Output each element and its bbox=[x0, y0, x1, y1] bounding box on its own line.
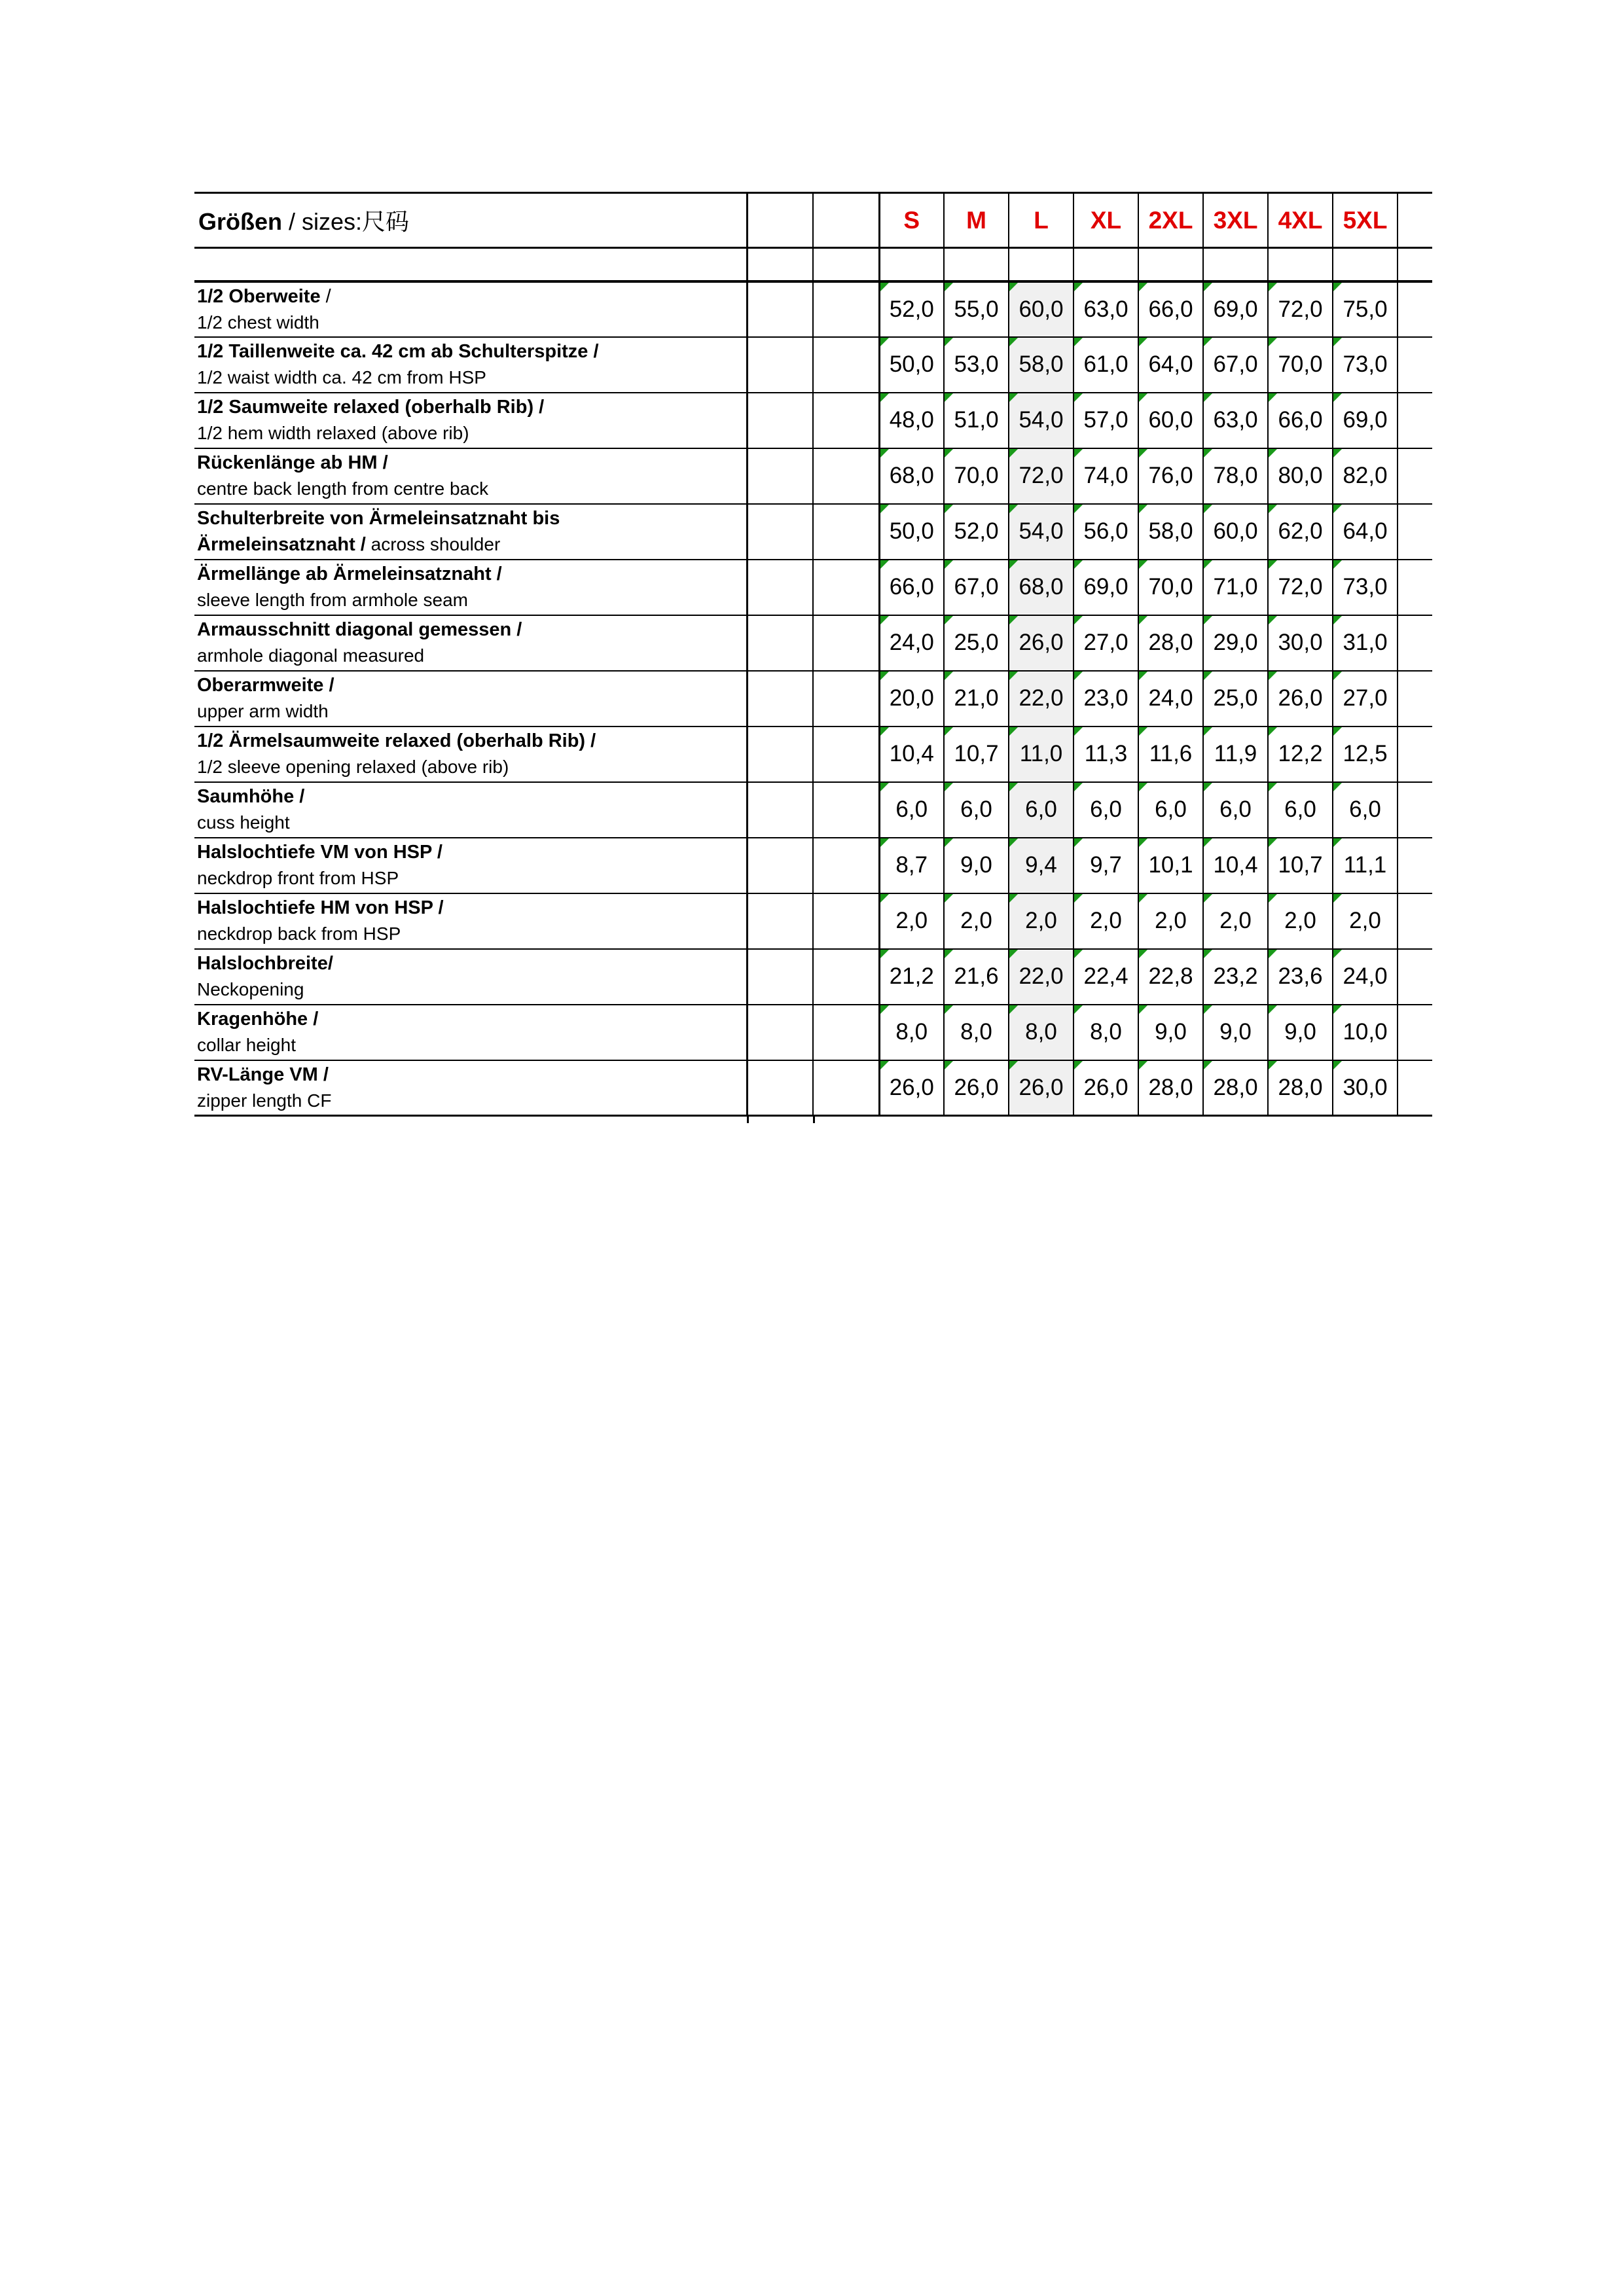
cell-s[interactable]: 21,2 bbox=[879, 949, 944, 1005]
table-row bbox=[194, 671, 1432, 726]
cell-4xl[interactable]: 70,0 bbox=[1268, 337, 1333, 393]
cell-3xl[interactable]: 28,0 bbox=[1203, 1060, 1268, 1116]
cell-5xl[interactable]: 73,0 bbox=[1333, 337, 1398, 393]
label-english: 1/2 hem width relaxed (above rib) bbox=[197, 423, 469, 443]
cell-4xl[interactable]: 80,0 bbox=[1268, 448, 1333, 504]
cell-5xl[interactable]: 82,0 bbox=[1333, 448, 1398, 504]
cell-m[interactable]: 6,0 bbox=[944, 782, 1009, 838]
cell-3xl[interactable]: 2,0 bbox=[1203, 893, 1268, 949]
measurement-label bbox=[194, 393, 747, 448]
cell-m[interactable]: 2,0 bbox=[944, 893, 1009, 949]
cell-xl[interactable]: 8,0 bbox=[1074, 1005, 1138, 1060]
measurement-label bbox=[194, 893, 747, 949]
cell-l[interactable]: 54,0 bbox=[1009, 393, 1074, 448]
cell-3xl[interactable]: 6,0 bbox=[1203, 782, 1268, 838]
label-german: Halslochtiefe HM von HSP / bbox=[197, 897, 444, 918]
cell-l[interactable]: 60,0 bbox=[1009, 281, 1074, 337]
size-header-4xl: 4XL bbox=[1268, 193, 1333, 248]
cell-xl[interactable]: 23,0 bbox=[1074, 671, 1138, 726]
table-row bbox=[194, 1060, 1432, 1116]
title-bold: Größen bbox=[198, 208, 283, 235]
cell-2xl[interactable]: 28,0 bbox=[1138, 615, 1203, 671]
measurement-label bbox=[194, 1005, 747, 1060]
cell-s[interactable]: 8,0 bbox=[879, 1005, 944, 1060]
cell-2xl[interactable]: 10,1 bbox=[1138, 838, 1203, 893]
size-header-m: M bbox=[944, 193, 1009, 248]
cell-2xl[interactable]: 22,8 bbox=[1138, 949, 1203, 1005]
label-german: Rückenlänge ab HM / bbox=[197, 452, 388, 473]
cell-m[interactable]: 52,0 bbox=[944, 504, 1009, 560]
cell-s[interactable]: 52,0 bbox=[879, 281, 944, 337]
label-german: Halslochbreite/ bbox=[197, 953, 333, 974]
cell-3xl[interactable]: 67,0 bbox=[1203, 337, 1268, 393]
label-english: Ärmeleinsatznaht / across shoulder bbox=[197, 534, 501, 555]
cell-m[interactable]: 26,0 bbox=[944, 1060, 1009, 1116]
label-german: Halslochtiefe VM von HSP / bbox=[197, 842, 442, 863]
size-chart-table bbox=[194, 192, 1432, 1117]
cell-s[interactable]: 10,4 bbox=[879, 726, 944, 782]
label-english: Neckopening bbox=[197, 979, 304, 999]
label-english: sleeve length from armhole seam bbox=[197, 590, 468, 610]
measurement-label bbox=[194, 671, 747, 726]
cell-m[interactable]: 51,0 bbox=[944, 393, 1009, 448]
cell-5xl[interactable]: 69,0 bbox=[1333, 393, 1398, 448]
label-english: neckdrop back from HSP bbox=[197, 924, 401, 944]
cell-s[interactable]: 68,0 bbox=[879, 448, 944, 504]
measurement-label bbox=[194, 726, 747, 782]
measurement-label bbox=[194, 949, 747, 1005]
cell-l[interactable]: 22,0 bbox=[1009, 671, 1074, 726]
measurement-label bbox=[194, 782, 747, 838]
label-german: Schulterbreite von Ärmeleinsatznaht bis bbox=[197, 508, 560, 529]
cell-3xl[interactable]: 11,9 bbox=[1203, 726, 1268, 782]
measurement-label bbox=[194, 1060, 747, 1116]
cell-2xl[interactable]: 58,0 bbox=[1138, 504, 1203, 560]
cell-xl[interactable]: 74,0 bbox=[1074, 448, 1138, 504]
cell-xl[interactable]: 57,0 bbox=[1074, 393, 1138, 448]
size-header-2xl: 2XL bbox=[1138, 193, 1203, 248]
cell-3xl[interactable]: 78,0 bbox=[1203, 448, 1268, 504]
measurement-label bbox=[194, 281, 747, 337]
measurement-label bbox=[194, 560, 747, 615]
label-english: centre back length from centre back bbox=[197, 478, 489, 499]
cell-xl[interactable]: 6,0 bbox=[1074, 782, 1138, 838]
cell-3xl[interactable]: 69,0 bbox=[1203, 281, 1268, 337]
cell-5xl[interactable]: 11,1 bbox=[1333, 838, 1398, 893]
cell-l[interactable]: 26,0 bbox=[1009, 1060, 1074, 1116]
table-row bbox=[194, 337, 1432, 393]
label-english: cuss height bbox=[197, 812, 290, 833]
cell-s[interactable]: 24,0 bbox=[879, 615, 944, 671]
label-english: 1/2 sleeve opening relaxed (above rib) bbox=[197, 757, 509, 777]
size-header-l: L bbox=[1009, 193, 1074, 248]
cell-xl[interactable]: 2,0 bbox=[1074, 893, 1138, 949]
table-row bbox=[194, 615, 1432, 671]
cell-4xl[interactable]: 2,0 bbox=[1268, 893, 1333, 949]
cell-s[interactable]: 50,0 bbox=[879, 337, 944, 393]
measurement-label bbox=[194, 615, 747, 671]
cell-2xl[interactable]: 9,0 bbox=[1138, 1005, 1203, 1060]
cell-3xl[interactable]: 29,0 bbox=[1203, 615, 1268, 671]
cell-2xl[interactable]: 28,0 bbox=[1138, 1060, 1203, 1116]
label-german: Saumhöhe / bbox=[197, 786, 305, 807]
cell-4xl[interactable]: 62,0 bbox=[1268, 504, 1333, 560]
column-line-stub bbox=[747, 1117, 749, 1123]
header-row bbox=[194, 193, 1432, 248]
cell-4xl[interactable]: 72,0 bbox=[1268, 281, 1333, 337]
cell-m[interactable]: 70,0 bbox=[944, 448, 1009, 504]
label-english: zipper length CF bbox=[197, 1090, 332, 1111]
size-header-3xl: 3XL bbox=[1203, 193, 1268, 248]
table-row bbox=[194, 726, 1432, 782]
cell-2xl[interactable]: 66,0 bbox=[1138, 281, 1203, 337]
table-row bbox=[194, 782, 1432, 838]
cell-4xl[interactable]: 28,0 bbox=[1268, 1060, 1333, 1116]
cell-5xl[interactable]: 24,0 bbox=[1333, 949, 1398, 1005]
measurement-label bbox=[194, 448, 747, 504]
cell-2xl[interactable]: 60,0 bbox=[1138, 393, 1203, 448]
cell-5xl[interactable]: 64,0 bbox=[1333, 504, 1398, 560]
label-english: 1/2 chest width bbox=[197, 312, 319, 332]
label-german: 1/2 Saumweite relaxed (oberhalb Rib) / bbox=[197, 397, 545, 418]
cell-2xl[interactable]: 11,6 bbox=[1138, 726, 1203, 782]
cell-m[interactable]: 55,0 bbox=[944, 281, 1009, 337]
cell-5xl[interactable]: 75,0 bbox=[1333, 281, 1398, 337]
cell-l[interactable]: 72,0 bbox=[1009, 448, 1074, 504]
cell-3xl[interactable]: 71,0 bbox=[1203, 560, 1268, 615]
cell-l[interactable]: 22,0 bbox=[1009, 949, 1074, 1005]
cell-2xl[interactable]: 64,0 bbox=[1138, 337, 1203, 393]
cell-m[interactable]: 53,0 bbox=[944, 337, 1009, 393]
cell-3xl[interactable]: 60,0 bbox=[1203, 504, 1268, 560]
cell-s[interactable]: 2,0 bbox=[879, 893, 944, 949]
table-row bbox=[194, 504, 1432, 560]
label-english: armhole diagonal measured bbox=[197, 645, 425, 666]
cell-3xl[interactable]: 63,0 bbox=[1203, 393, 1268, 448]
cell-5xl[interactable]: 30,0 bbox=[1333, 1060, 1398, 1116]
cell-m[interactable]: 8,0 bbox=[944, 1005, 1009, 1060]
cell-2xl[interactable]: 70,0 bbox=[1138, 560, 1203, 615]
cell-5xl[interactable]: 6,0 bbox=[1333, 782, 1398, 838]
cell-4xl[interactable]: 26,0 bbox=[1268, 671, 1333, 726]
table-row bbox=[194, 1005, 1432, 1060]
cell-xl[interactable]: 27,0 bbox=[1074, 615, 1138, 671]
cell-xl[interactable]: 69,0 bbox=[1074, 560, 1138, 615]
label-german: 1/2 Oberweite / bbox=[197, 285, 331, 307]
table-row bbox=[194, 448, 1432, 504]
label-english: neckdrop front from HSP bbox=[197, 868, 399, 888]
cell-5xl[interactable]: 73,0 bbox=[1333, 560, 1398, 615]
label-german: 1/2 Ärmelsaumweite relaxed (oberhalb Rib) / bbox=[197, 730, 596, 751]
cell-l[interactable]: 6,0 bbox=[1009, 782, 1074, 838]
cell-l[interactable]: 2,0 bbox=[1009, 893, 1074, 949]
size-header-5xl: 5XL bbox=[1333, 193, 1398, 248]
cell-l[interactable]: 8,0 bbox=[1009, 1005, 1074, 1060]
label-german: 1/2 Taillenweite ca. 42 cm ab Schulterspitze / bbox=[197, 341, 599, 362]
cell-xl[interactable]: 26,0 bbox=[1074, 1060, 1138, 1116]
cell-4xl[interactable]: 23,6 bbox=[1268, 949, 1333, 1005]
cell-2xl[interactable]: 24,0 bbox=[1138, 671, 1203, 726]
cell-m[interactable]: 9,0 bbox=[944, 838, 1009, 893]
cell-4xl[interactable]: 72,0 bbox=[1268, 560, 1333, 615]
cell-m[interactable]: 67,0 bbox=[944, 560, 1009, 615]
cell-l[interactable]: 11,0 bbox=[1009, 726, 1074, 782]
cell-xl[interactable]: 22,4 bbox=[1074, 949, 1138, 1005]
size-header-xl: XL bbox=[1074, 193, 1138, 248]
cell-l[interactable]: 54,0 bbox=[1009, 504, 1074, 560]
label-english: collar height bbox=[197, 1035, 296, 1055]
label-german: Ärmellänge ab Ärmeleinsatznaht / bbox=[197, 564, 502, 584]
cell-4xl[interactable]: 66,0 bbox=[1268, 393, 1333, 448]
label-german: Armausschnitt diagonal gemessen / bbox=[197, 619, 522, 640]
cell-4xl[interactable]: 30,0 bbox=[1268, 615, 1333, 671]
table-title bbox=[194, 193, 747, 248]
cell-m[interactable]: 25,0 bbox=[944, 615, 1009, 671]
cell-3xl[interactable]: 23,2 bbox=[1203, 949, 1268, 1005]
cell-3xl[interactable]: 25,0 bbox=[1203, 671, 1268, 726]
cell-4xl[interactable]: 10,7 bbox=[1268, 838, 1333, 893]
table-row bbox=[194, 949, 1432, 1005]
cell-l[interactable]: 26,0 bbox=[1009, 615, 1074, 671]
measurement-label bbox=[194, 504, 747, 560]
table-row bbox=[194, 393, 1432, 448]
cell-s[interactable]: 8,7 bbox=[879, 838, 944, 893]
cell-4xl[interactable]: 12,2 bbox=[1268, 726, 1333, 782]
table-row bbox=[194, 281, 1432, 337]
cell-m[interactable]: 21,0 bbox=[944, 671, 1009, 726]
label-german: Oberarmweite / bbox=[197, 675, 334, 696]
cell-m[interactable]: 21,6 bbox=[944, 949, 1009, 1005]
cell-l[interactable]: 68,0 bbox=[1009, 560, 1074, 615]
title-rest: / sizes:尺码 bbox=[282, 208, 410, 235]
cell-s[interactable]: 66,0 bbox=[879, 560, 944, 615]
spacer-row bbox=[194, 248, 1432, 281]
label-german: Kragenhöhe / bbox=[197, 1009, 319, 1030]
column-line-stub bbox=[813, 1117, 815, 1123]
cell-s[interactable]: 48,0 bbox=[879, 393, 944, 448]
measurement-label bbox=[194, 337, 747, 393]
cell-m[interactable]: 10,7 bbox=[944, 726, 1009, 782]
label-english: 1/2 waist width ca. 42 cm from HSP bbox=[197, 367, 486, 387]
cell-2xl[interactable]: 76,0 bbox=[1138, 448, 1203, 504]
cell-xl[interactable]: 9,7 bbox=[1074, 838, 1138, 893]
cell-4xl[interactable]: 9,0 bbox=[1268, 1005, 1333, 1060]
cell-5xl[interactable]: 10,0 bbox=[1333, 1005, 1398, 1060]
cell-5xl[interactable]: 12,5 bbox=[1333, 726, 1398, 782]
cell-3xl[interactable]: 10,4 bbox=[1203, 838, 1268, 893]
cell-l[interactable]: 9,4 bbox=[1009, 838, 1074, 893]
cell-2xl[interactable]: 2,0 bbox=[1138, 893, 1203, 949]
label-english: upper arm width bbox=[197, 701, 329, 721]
cell-xl[interactable]: 61,0 bbox=[1074, 337, 1138, 393]
cell-s[interactable]: 26,0 bbox=[879, 1060, 944, 1116]
cell-5xl[interactable]: 2,0 bbox=[1333, 893, 1398, 949]
table-row bbox=[194, 838, 1432, 893]
table-row bbox=[194, 560, 1432, 615]
table-row bbox=[194, 893, 1432, 949]
cell-5xl[interactable]: 31,0 bbox=[1333, 615, 1398, 671]
cell-3xl[interactable]: 9,0 bbox=[1203, 1005, 1268, 1060]
size-header-s: S bbox=[879, 193, 944, 248]
cell-l[interactable]: 58,0 bbox=[1009, 337, 1074, 393]
cell-4xl[interactable]: 6,0 bbox=[1268, 782, 1333, 838]
label-german: RV-Länge VM / bbox=[197, 1064, 329, 1085]
measurement-label bbox=[194, 838, 747, 893]
cell-s[interactable]: 6,0 bbox=[879, 782, 944, 838]
cell-s[interactable]: 50,0 bbox=[879, 504, 944, 560]
cell-s[interactable]: 20,0 bbox=[879, 671, 944, 726]
cell-xl[interactable]: 56,0 bbox=[1074, 504, 1138, 560]
cell-xl[interactable]: 63,0 bbox=[1074, 281, 1138, 337]
cell-xl[interactable]: 11,3 bbox=[1074, 726, 1138, 782]
cell-5xl[interactable]: 27,0 bbox=[1333, 671, 1398, 726]
cell-2xl[interactable]: 6,0 bbox=[1138, 782, 1203, 838]
